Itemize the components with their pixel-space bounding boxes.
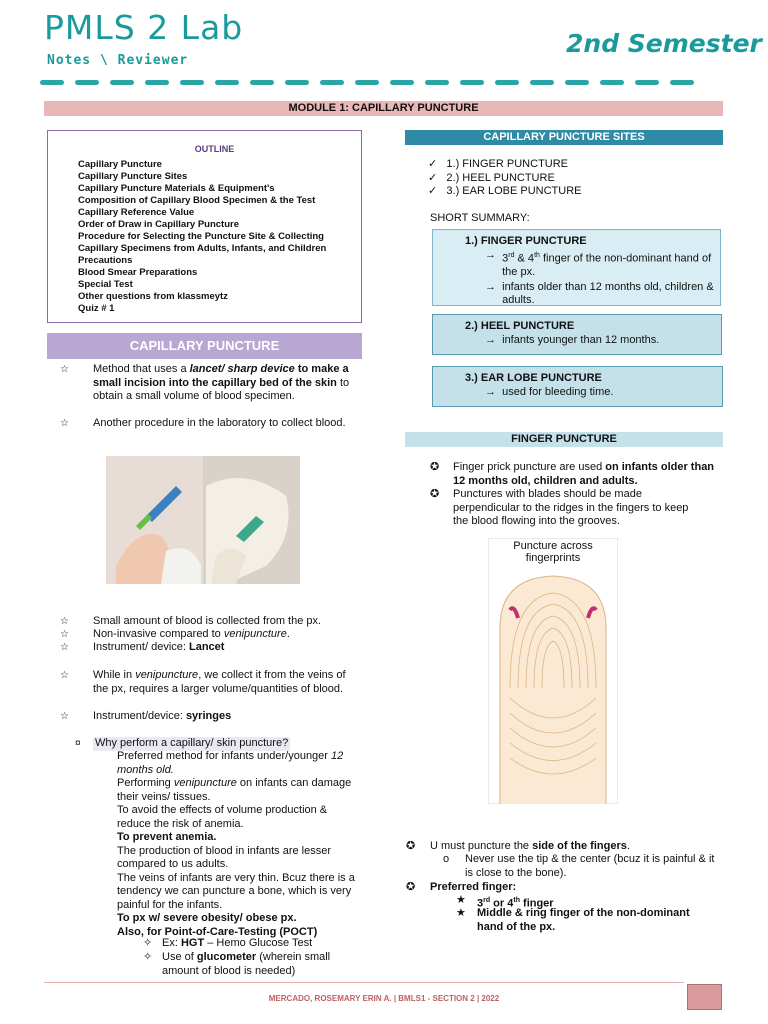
star-bullet-icon: ☆: [60, 616, 69, 627]
heel-summary-box: [432, 314, 722, 355]
outline-item: Other questions from klassmeytz: [78, 290, 228, 302]
check-icon: ✓: [428, 158, 447, 170]
preferred-finger-item: Middle & ring finger of the non-dominant hand of the px.: [477, 907, 690, 933]
ear-summary-title: 3.) EAR LOBE PUNCTURE: [465, 372, 602, 384]
bullet-text: Instrument/ device: Lancet: [93, 641, 225, 653]
capillary-puncture-photo: [106, 456, 300, 584]
outline-item: Precautions: [78, 254, 133, 266]
bullet-text: Non-invasive compared to venipuncture.: [93, 628, 290, 640]
heel-summary-title: 2.) HEEL PUNCTURE: [465, 320, 575, 332]
footer-text: MERCADO, ROSEMARY ERIN A. | BMLS1 - SECTION 2 | 2022: [268, 994, 500, 1003]
outline-item: Capillary Specimens from Adults, Infants, and Children: [78, 242, 327, 254]
summary-label: SHORT SUMMARY:: [430, 212, 530, 224]
sites-item: ✓ 3.) EAR LOBE PUNCTURE: [428, 185, 582, 197]
preferred-finger-item: 3rd or 4th finger: [477, 897, 554, 910]
outline-item: Composition of Capillary Blood Specimen & the Test: [78, 194, 316, 206]
semester-label: 2nd Semester: [566, 29, 762, 58]
arrow-icon: →: [485, 249, 503, 261]
why-question: Why perform a capillary/ skin puncture?: [95, 737, 289, 749]
outline-list: [78, 159, 351, 315]
outline-item: Special Test: [78, 278, 133, 290]
why-item: Also, for Point-of-Care-Testing (POCT): [117, 925, 318, 938]
page-number-box: [687, 984, 722, 1010]
arrow-icon: →: [485, 334, 503, 346]
finger-image-caption: Puncture across fingerprints: [513, 540, 593, 564]
why-subitem: Use of glucometer (wherein small amount of blood is needed): [162, 951, 331, 977]
bullet-text: Method that uses a lancet/ sharp device to make a small incision into the capillary bed of the skin to obtain a small volume of blood specimen.: [93, 363, 350, 402]
finger-subtext: Never use the tip & the center (bcuz it is painful & it is close to the bone).: [465, 853, 715, 879]
star-icon: ★: [456, 907, 466, 919]
finger-summary-title: 1.) FINGER PUNCTURE: [465, 235, 587, 247]
heel-summary-line: infants younger than 12 months.: [502, 334, 660, 346]
outline-item: Capillary Puncture Sites: [78, 170, 188, 182]
module-title: MODULE 1: CAPILLARY PUNCTURE: [44, 101, 723, 116]
diamond-bullet-icon: ✧: [143, 951, 153, 963]
outline-item: Procedure for Selecting the Puncture Site & Collecting: [78, 230, 324, 242]
star-bullet-icon: ☆: [60, 642, 69, 653]
why-item: The production of blood in infants are lesser compared to us adults.: [117, 844, 332, 870]
circle-star-icon: ✪: [406, 840, 416, 852]
footer-divider: [44, 982, 684, 983]
finger-text: U must puncture the side of the fingers.: [430, 840, 630, 852]
ear-summary-box: [432, 366, 723, 407]
star-bullet-icon: ☆: [60, 711, 69, 722]
finger-text: Punctures with blades should be made perpendicular to the ridges in the fingers to keep the blood flowing into the grooves.: [453, 488, 689, 527]
arrow-icon: →: [485, 386, 503, 398]
circle-bullet-icon: o: [443, 853, 450, 865]
circle-star-icon: ✪: [430, 461, 440, 473]
why-list: [117, 750, 362, 939]
why-item: To avoid the effects of volume production & reduce the risk of anemia.: [117, 804, 328, 830]
circle-star-icon: ✪: [430, 488, 440, 500]
star-icon: ★: [456, 894, 466, 906]
check-icon: ✓: [428, 171, 447, 184]
star-bullet-icon: ☆: [60, 670, 69, 681]
ear-summary-line: used for bleeding time.: [502, 386, 614, 398]
star-bullet-icon: ☆: [60, 629, 69, 640]
fingerprint-diagram: [488, 538, 618, 804]
finger-summary-box: [432, 229, 721, 306]
outline-item: Capillary Puncture Materials & Equipment's: [78, 182, 275, 194]
why-item: Performing venipuncture on infants can damage their veins/ tissues.: [117, 777, 352, 803]
arrow-icon: →: [485, 280, 503, 293]
outline-title: OUTLINE: [194, 144, 235, 154]
why-item: The veins of infants are very thin. Bcuz there is a tendency we can puncture a bone, which is very painful for the infants.: [117, 871, 355, 911]
why-subitem: Ex: HGT – Hemo Glucose Test: [162, 937, 313, 949]
finger-puncture-heading: FINGER PUNCTURE: [405, 432, 723, 447]
hash-bullet-icon: ¤: [75, 738, 81, 749]
outline-item: Order of Draw in Capillary Puncture: [78, 218, 240, 230]
dash-divider: [40, 80, 720, 88]
outline-item: Blood Smear Preparations: [78, 266, 198, 278]
page-subtitle: Notes \ Reviewer: [47, 53, 189, 68]
bullet-text: While in venipuncture, we collect it from the veins of the px, requires a larger volume/quantities of blood.: [93, 669, 346, 695]
sites-item: ✓ 1.) FINGER PUNCTURE: [428, 158, 569, 170]
finger-text: Finger prick puncture are used on infants older than 12 months old, children and adults.: [453, 461, 715, 487]
star-bullet-icon: ☆: [60, 364, 69, 375]
sites-heading: CAPILLARY PUNCTURE SITES: [405, 130, 723, 145]
page-title: PMLS 2 Lab: [44, 8, 244, 47]
sites-item: ✓ 2.) HEEL PUNCTURE: [428, 171, 555, 184]
outline-item: Capillary Puncture: [78, 158, 162, 170]
outline-box: [47, 130, 362, 323]
finger-summary-line: → 3rd & 4th finger of the non-dominant hand of the px. → infants older than 12 months old, children & adults.: [485, 249, 714, 307]
star-bullet-icon: ☆: [60, 418, 69, 429]
diamond-bullet-icon: ✧: [143, 937, 153, 949]
outline-item: Capillary Reference Value: [78, 206, 195, 218]
bullet-text: Small amount of blood is collected from the px.: [93, 615, 322, 627]
why-item: To prevent anemia.: [117, 831, 217, 843]
circle-star-icon: ✪: [406, 881, 416, 893]
why-item: To px w/ severe obesity/ obese px.: [117, 912, 297, 924]
outline-item: Quiz # 1: [78, 302, 115, 314]
bullet-text: Another procedure in the laboratory to collect blood.: [93, 417, 346, 429]
sites-list: [428, 158, 581, 199]
preferred-finger-label: Preferred finger:: [430, 881, 517, 893]
capillary-puncture-heading: CAPILLARY PUNCTURE: [47, 333, 362, 359]
bullet-text: Instrument/device: syringes: [93, 710, 232, 722]
why-item: Preferred method for infants under/younger 12 months old.: [117, 750, 344, 776]
check-icon: ✓: [428, 185, 447, 197]
